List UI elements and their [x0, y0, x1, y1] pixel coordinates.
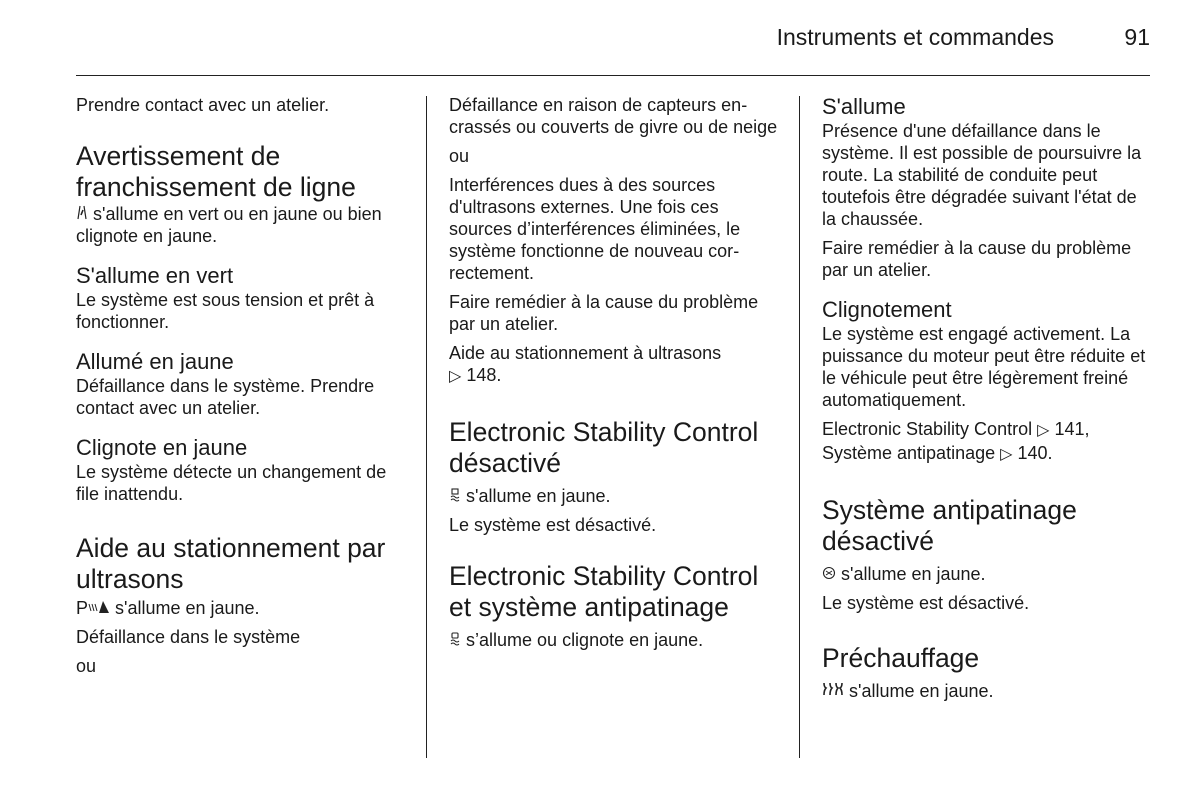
paragraph — [76, 203, 406, 247]
subheading-lights-up: S'allume — [822, 94, 906, 119]
paragraph: Défaillance dans le système. Prendre contact avec un atelier. — [76, 376, 375, 418]
paragraph: Interférences dues à des sources d'ultrasons externes. Une fois ces sources d’interférences éliminées, le système fonctionne de nouveau correctement. — [449, 175, 741, 283]
lane-departure-icon — [76, 204, 88, 224]
paragraph: Le système est désactivé. — [822, 593, 1030, 613]
esc-off-intro: s'allume en jaune. — [466, 486, 611, 506]
paragraph — [449, 485, 779, 507]
esc-intro: s’allume ou clignote en jaune. — [466, 630, 704, 650]
paragraph — [449, 342, 779, 388]
section-heading-park-assist: Aide au stationnement par ultrasons — [76, 533, 386, 594]
section-heading-esc-traction: Electronic Stability Control et système antipatinage — [449, 561, 759, 622]
subheading-yellow: Allumé en jaune — [76, 349, 234, 374]
paragraph: Défaillance en raison de capteurs encrassés ou couverts de givre ou de neige — [449, 95, 778, 137]
column-2 — [449, 94, 779, 658]
paragraph — [76, 597, 406, 619]
paragraph: Présence d'une défaillance dans le système. Il est possible de poursuivre la route. La stabilité de conduite peut toutefois être dégradée suivant l'état de la chaussée. — [822, 121, 1142, 229]
paragraph: Le système est sous tension et prêt à fonctionner. — [76, 290, 375, 332]
paragraph: Faire remédier à la cause du problème par un atelier. — [449, 292, 759, 334]
traction-off-intro: s'allume en jaune. — [841, 564, 986, 584]
paragraph — [822, 563, 1152, 585]
page-reference[interactable]: 148. — [466, 365, 502, 385]
paragraph: Le système détecte un changement de file inattendu. — [76, 462, 387, 504]
page-reference-icon: ▷ — [1000, 446, 1013, 463]
preheat-intro: s'allume en jaune. — [849, 681, 994, 701]
cross-reference-text: Système antipatinage — [822, 443, 996, 463]
park-assist-intro: s'allume en jaune. — [115, 598, 260, 618]
page-reference[interactable]: 140. — [1017, 443, 1053, 463]
glow-plug-icon — [822, 681, 844, 701]
section-heading-traction-off: Système antipatinage désactivé — [822, 495, 1077, 556]
paragraph: Prendre contact avec un atelier. — [76, 95, 330, 115]
page-reference-icon: ▷ — [449, 368, 462, 385]
cross-reference-text: Electronic Stability Control — [822, 419, 1033, 439]
paragraph: Faire remédier à la cause du problème par un atelier. — [822, 238, 1132, 280]
subheading-green: S'allume en vert — [76, 263, 234, 288]
esc-off-icon — [449, 486, 461, 506]
column-3 — [822, 94, 1152, 709]
page-reference[interactable]: 141, — [1054, 419, 1090, 439]
paragraph: Le système est engagé activement. La puissance du moteur peut être réduite et le véhicule peut être légèrement freiné automatiquement. — [822, 324, 1146, 410]
page-reference-icon: ▷ — [1037, 422, 1050, 439]
paragraph: ou — [449, 146, 470, 166]
subheading-flashing: Clignotement — [822, 297, 952, 322]
cross-reference-text: Aide au stationnement à ultrasons — [449, 343, 722, 363]
section-heading-lane-departure: Avertissement de franchissement de ligne — [76, 141, 356, 202]
park-assist-icon — [76, 598, 110, 618]
section-heading-esc-off: Electronic Stability Control désactivé — [449, 417, 759, 478]
paragraph: Défaillance dans le système — [76, 627, 301, 647]
column-divider — [799, 96, 800, 758]
park-assist-letter: P — [76, 598, 89, 618]
column-divider — [426, 96, 427, 758]
subheading-flashing: Clignote en jaune — [76, 435, 248, 460]
paragraph — [822, 680, 1152, 702]
paragraph: Le système est désactivé. — [449, 515, 657, 535]
lane-departure-intro: s'allume en vert ou en jaune ou bien clignote en jaune. — [76, 204, 382, 246]
chapter-title: Instruments et commandes — [776, 24, 1054, 50]
section-heading-preheating: Préchauffage — [822, 643, 980, 673]
header-divider — [76, 75, 1150, 76]
paragraph: ou — [76, 656, 97, 676]
page-number: 91 — [1124, 24, 1150, 50]
column-1 — [76, 94, 406, 684]
paragraph — [449, 629, 779, 651]
traction-control-off-icon — [822, 564, 836, 584]
paragraph — [822, 418, 1152, 466]
esc-icon — [449, 630, 461, 650]
